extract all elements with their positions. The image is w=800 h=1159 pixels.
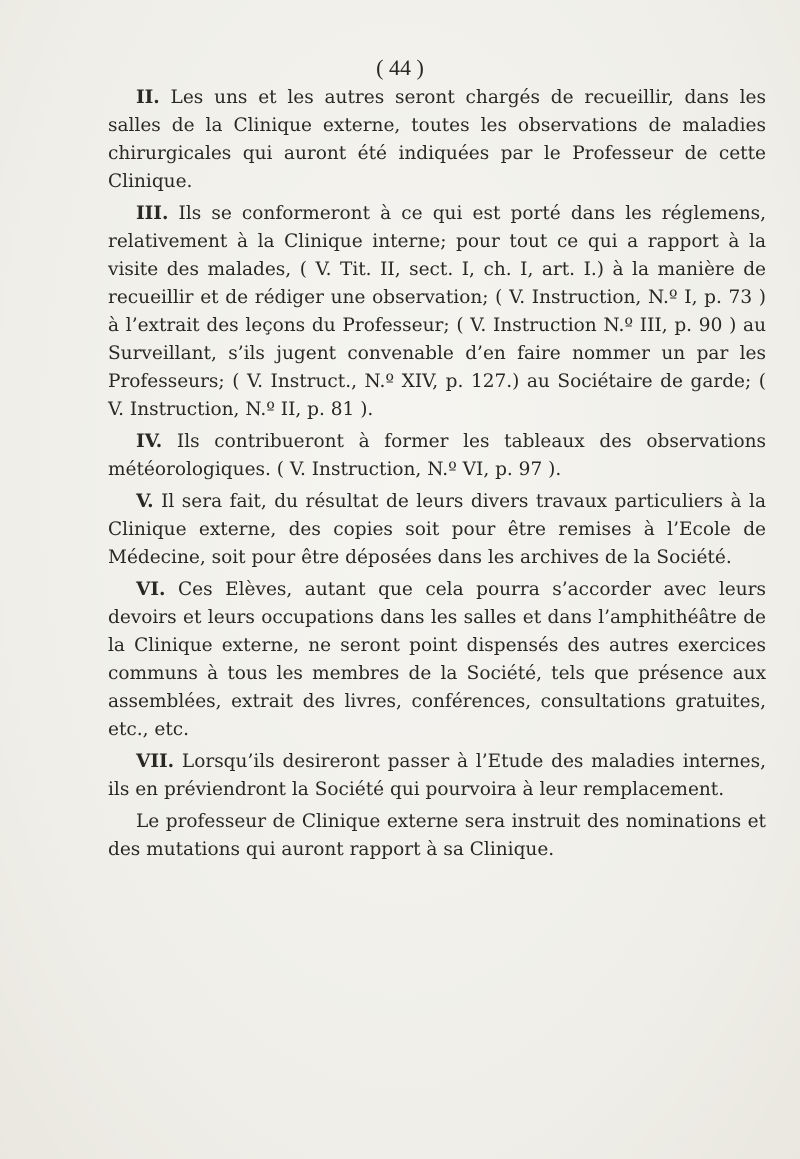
paragraph-iii — [108, 200, 766, 424]
article-mark-v: V. — [136, 491, 154, 512]
paragraph-closing — [108, 808, 766, 864]
article-mark-vi: VI. — [136, 579, 166, 600]
article-mark-iv: IV. — [136, 431, 163, 452]
paragraph-text: Les uns et les autres seront chargés de recueillir, dans les salles de la Clinique externe, toutes les observations de maladies chirurgicales qui auront été indiquées par le Professeur de cette Clinique. — [108, 87, 766, 192]
article-mark-iii: III. — [136, 203, 169, 224]
article-mark-vii: VII. — [136, 751, 175, 772]
article-body — [108, 84, 766, 864]
paragraph-text: Il sera fait, du résultat de leurs divers travaux particuliers à la Clinique externe, des copies soit pour être remises à l’Ecole de Médecine, soit pour être déposées dans les archives de la Société. — [108, 491, 766, 568]
paragraph-vi — [108, 576, 766, 744]
paragraph-text: Ils se conformeront à ce qui est porté dans les réglemens, relativement à la Clinique interne; pour tout ce qui a rapport à la visite des malades, ( V. Tit. II, sect. I, ch. I, art. I.) à la manière de recueillir et de rédiger une observation; ( V. Instruction, N.º I, p. 73 ) à l’extrait des leçons du Professeur; ( V. Instruction N.º III, p. 90 ) au Surveillant, s’ils jugent convenable d’en faire nommer un par les Professeurs; ( V. Instruct., N.º XIV, p. 127.) au Sociétaire de garde; ( V. Instruction, N.º II, p. 81 ). — [108, 203, 766, 420]
paragraph-text: Ils contribueront à former les tableaux des observations météorologiques. ( V. Instruction, N.º VI, p. 97 ). — [108, 431, 766, 480]
paragraph-text: Lorsqu’ils desireront passer à l’Etude des maladies internes, ils en préviendront la Société qui pourvoira à leur remplacement. — [108, 751, 766, 800]
paragraph-iv — [108, 428, 766, 484]
paragraph-ii — [108, 84, 766, 196]
page-number: ( 44 ) — [376, 55, 424, 80]
paragraph-v — [108, 488, 766, 572]
paragraph-text: Le professeur de Clinique externe sera instruit des nominations et des mutations qui auront rapport à sa Clinique. — [108, 811, 766, 860]
paragraph-text: Ces Elèves, autant que cela pourra s’accorder avec leurs devoirs et leurs occupations dans les salles et dans l’amphithéâtre de la Clinique externe, ne seront point dispensés des autres exercices communs à tous les membres de la Société, tels que présence aux assemblées, extrait des livres, conférences, consultations gratuites, etc., etc. — [108, 579, 767, 740]
paragraph-vii — [108, 748, 766, 804]
article-mark-ii: II. — [136, 87, 160, 108]
